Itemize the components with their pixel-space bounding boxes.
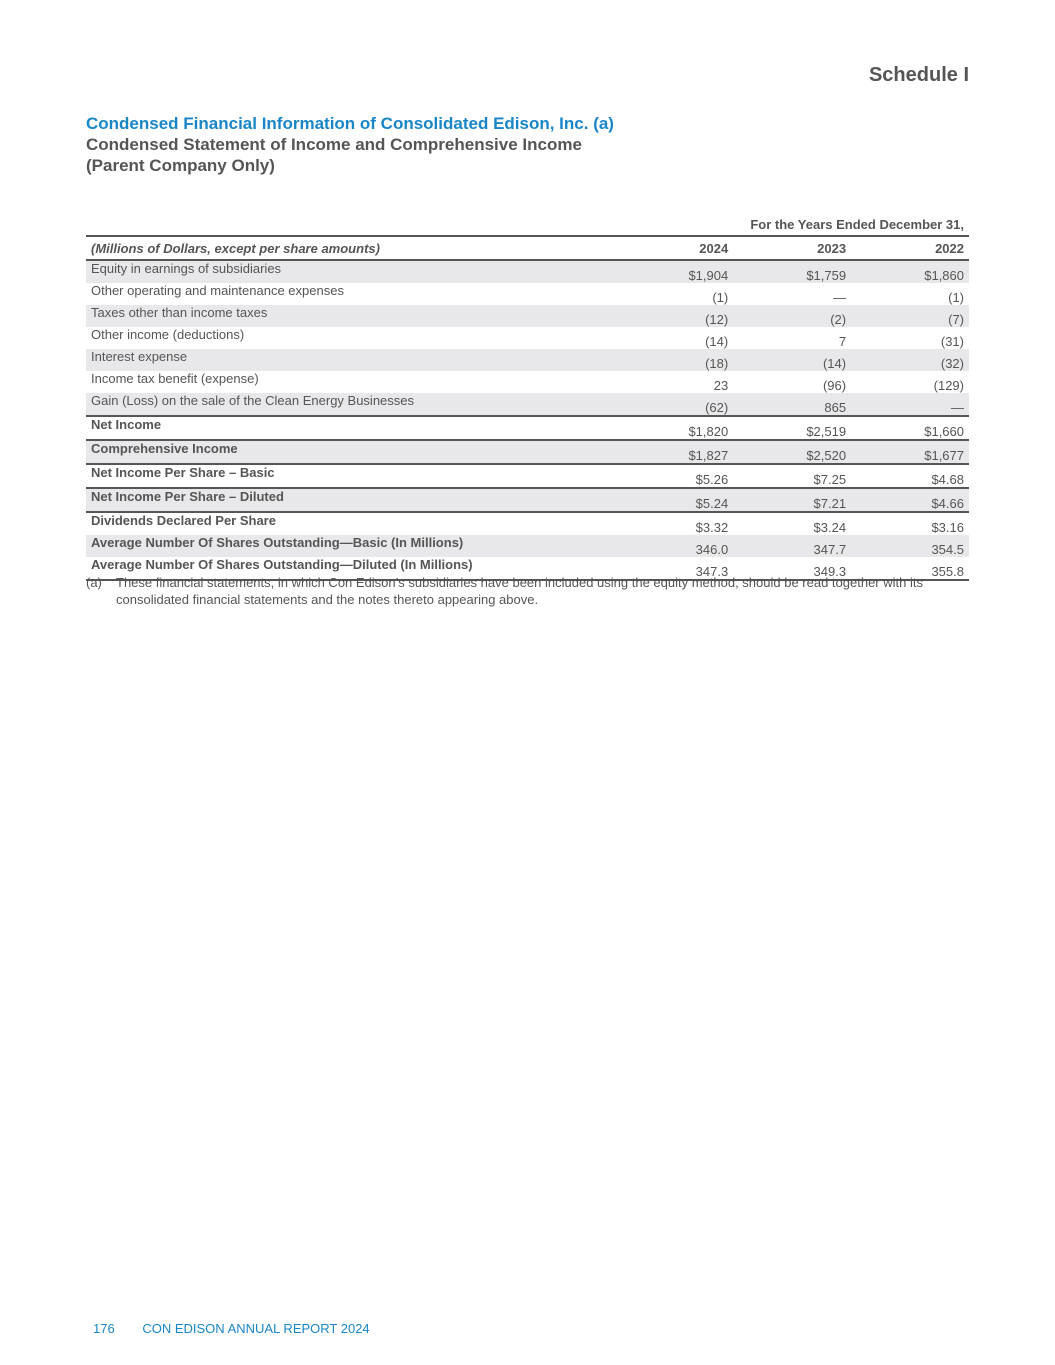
page-number: 176	[93, 1321, 115, 1336]
row-label: Net Income Per Share – Diluted	[86, 488, 615, 512]
row-value: 355.8	[851, 557, 969, 580]
row-label: Interest expense	[86, 349, 615, 371]
footnote	[86, 574, 969, 608]
row-value: (1)	[948, 290, 964, 305]
row-value: $2,519	[733, 416, 851, 440]
row-value: 23	[713, 378, 729, 393]
title-secondary: Condensed Statement of Income and Comprehensive Income	[86, 135, 582, 154]
units-header: (Millions of Dollars, except per share amounts)	[86, 236, 615, 260]
row-value: $2,520	[733, 440, 851, 464]
row-value: 346.0	[615, 535, 733, 557]
row-value: $1,827	[615, 440, 733, 464]
row-label: Other income (deductions)	[91, 327, 245, 342]
row-value: (14)	[733, 349, 851, 371]
row-value: (32)	[851, 349, 969, 371]
row-value: 347.7	[733, 535, 851, 557]
table-row	[86, 305, 969, 327]
row-value: (7)	[851, 305, 969, 327]
income-statement-table	[86, 213, 969, 581]
title-block	[86, 113, 786, 176]
table-row	[86, 393, 969, 416]
row-value: (31)	[940, 334, 964, 349]
row-label: Gain (Loss) on the sale of the Clean Energy Businesses	[86, 393, 615, 416]
row-label: Income tax benefit (expense)	[91, 371, 259, 386]
row-value: $1,677	[851, 440, 969, 464]
table-row	[86, 464, 969, 488]
row-value: —	[851, 393, 969, 416]
row-value: $5.24	[615, 488, 733, 512]
table-row	[86, 512, 969, 535]
row-value: $7.21	[733, 488, 851, 512]
table-row	[86, 440, 969, 464]
row-value: $4.66	[851, 488, 969, 512]
table-row	[86, 488, 969, 512]
row-value: (12)	[615, 305, 733, 327]
row-label: Equity in earnings of subsidiaries	[86, 260, 615, 283]
row-value: $1,904	[615, 260, 733, 283]
row-value: $1,820	[615, 416, 733, 440]
row-label: Net Income	[86, 416, 615, 440]
footnote-mark: (a)	[86, 575, 102, 590]
table-row	[86, 371, 969, 393]
row-value: $3.16	[851, 512, 969, 535]
year-header: 2024	[615, 236, 733, 260]
row-label: Average Number Of Shares Outstanding—Diluted (In Millions)	[86, 557, 615, 580]
row-value: (62)	[615, 393, 733, 416]
row-value: $1,860	[851, 260, 969, 283]
row-value: $7.25	[733, 464, 851, 488]
row-value: 347.3	[615, 557, 733, 580]
table-row	[86, 535, 969, 557]
row-value: $3.24	[733, 512, 851, 535]
footnote-text: These financial statements, in which Con Edison’s subsidiaries have been included using the equity method, should be read together with its consolidated financial statements and the notes thereto appearing above.	[116, 575, 923, 607]
table-row	[86, 260, 969, 283]
row-value: (2)	[733, 305, 851, 327]
row-value: $1,759	[733, 260, 851, 283]
row-label: Other operating and maintenance expenses	[91, 283, 344, 298]
row-label: Average Number Of Shares Outstanding—Basic (In Millions)	[86, 535, 615, 557]
row-label: Taxes other than income taxes	[86, 305, 615, 327]
row-value: (18)	[615, 349, 733, 371]
table-row	[86, 349, 969, 371]
row-value: $3.32	[615, 512, 733, 535]
row-value: 349.3	[733, 557, 851, 580]
row-value: (129)	[933, 378, 964, 393]
year-header: 2023	[733, 236, 851, 260]
row-value: (14)	[705, 334, 729, 349]
row-value: —	[833, 290, 847, 305]
period-span-header: For the Years Ended December 31,	[750, 216, 964, 232]
title-tertiary: (Parent Company Only)	[86, 156, 275, 175]
row-label: Dividends Declared Per Share	[86, 512, 615, 535]
row-value: (96)	[822, 378, 847, 393]
table-row	[86, 283, 969, 305]
page-footer	[93, 1321, 370, 1336]
table-row	[86, 327, 969, 349]
row-value: 7	[838, 334, 847, 349]
schedule-label: Schedule I	[868, 64, 969, 86]
row-value: 354.5	[851, 535, 969, 557]
row-value: (1)	[712, 290, 729, 305]
row-value: $1,660	[851, 416, 969, 440]
row-label: Net Income Per Share – Basic	[86, 464, 615, 488]
table-row	[86, 416, 969, 440]
row-value: $5.26	[615, 464, 733, 488]
title-primary: Condensed Financial Information of Consolidated Edison, Inc. (a)	[86, 114, 614, 133]
row-value: 865	[733, 393, 851, 416]
report-name: CON EDISON ANNUAL REPORT 2024	[142, 1321, 370, 1336]
row-value: $4.68	[851, 464, 969, 488]
row-label: Comprehensive Income	[86, 440, 615, 464]
year-header: 2022	[851, 236, 969, 260]
